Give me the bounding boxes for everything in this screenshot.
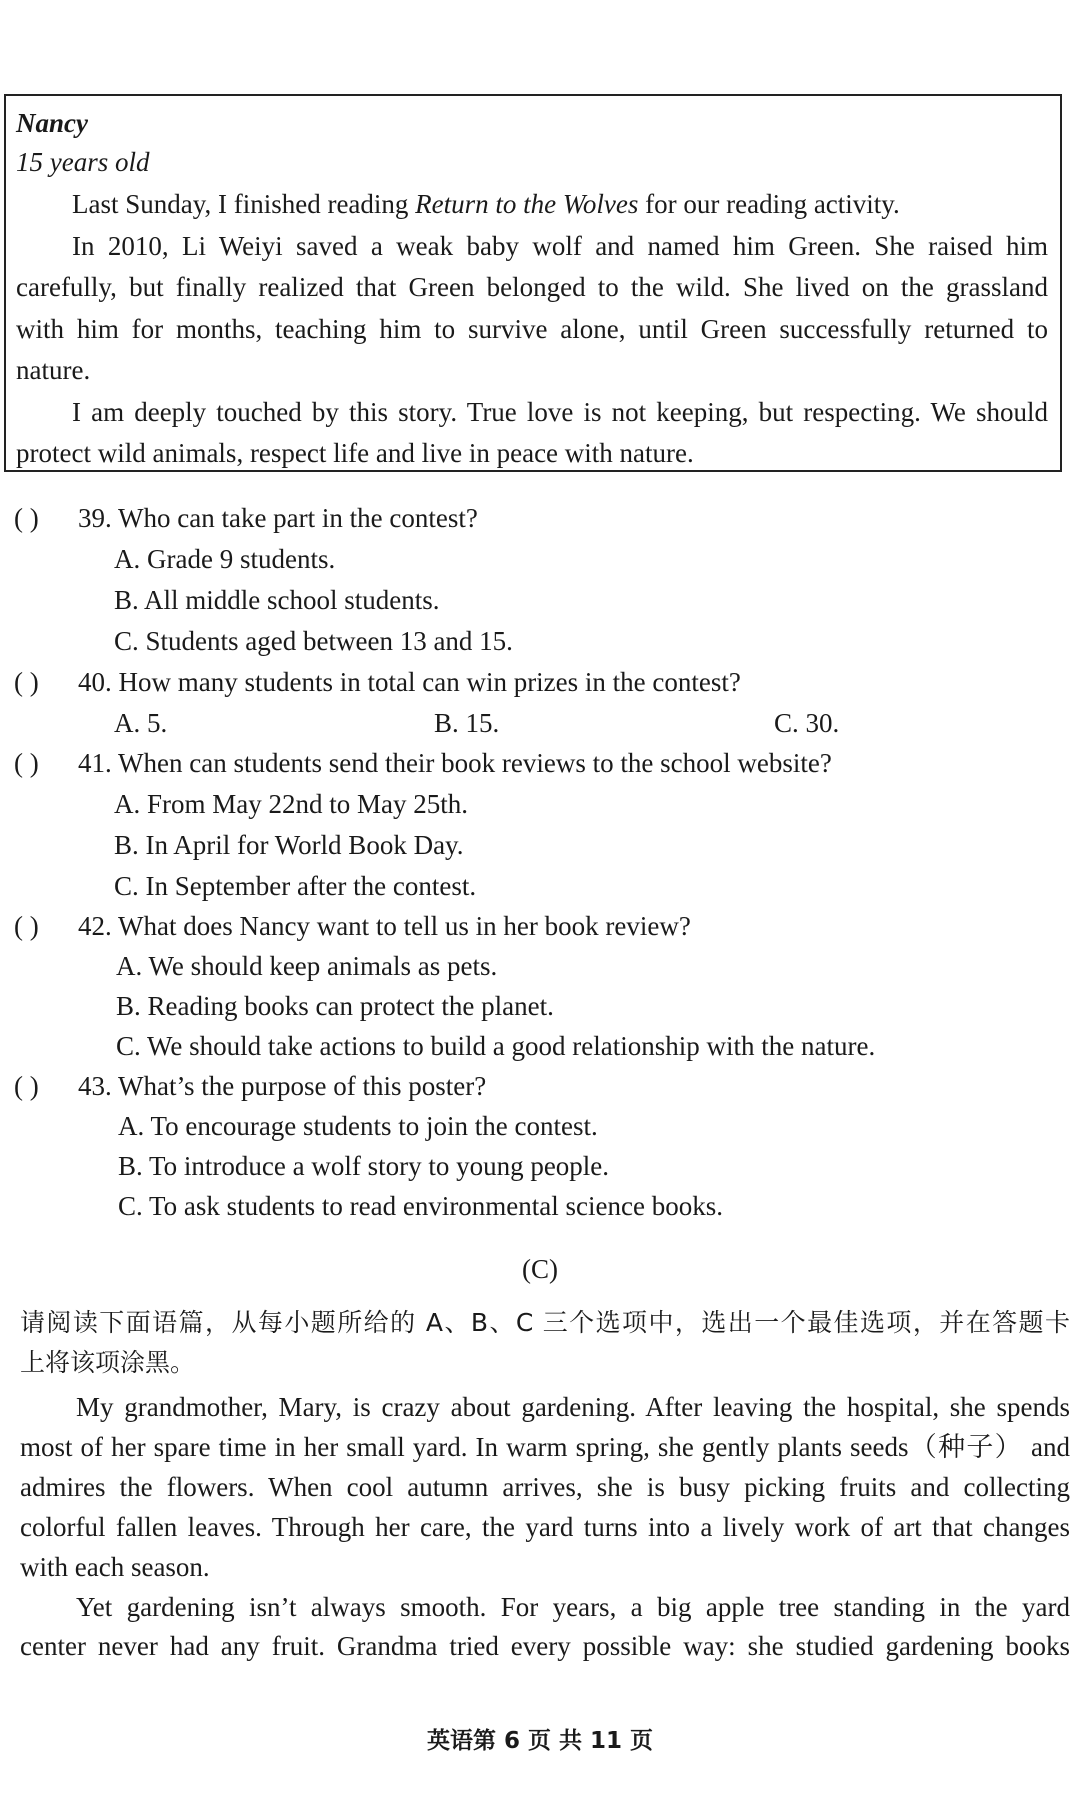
question-42: 42. What does Nancy want to tell us in her book review? [78,911,691,941]
review-p2-line-2: carefully, but finally realized that Green belonged to the wild. She lived on the grassland [16,272,1048,302]
book-title: Return to the Wolves [415,189,639,219]
review-p3-line-1: I am deeply touched by this story. True love is not keeping, but respecting. We should [72,397,1048,427]
option-42-c: C. We should take actions to build a good relationship with the nature. [116,1031,876,1061]
section-c-instruction-line-2: 上将该项涂黑。 [20,1348,196,1377]
option-41-a: A. From May 22nd to May 25th. [114,789,468,819]
page-footer: 英语第 6 页 共 11 页 [426,1728,654,1754]
review-p1-post: for our reading activity. [638,189,900,219]
review-p2-line-4: nature. [16,355,91,385]
option-42-b: B. Reading books can protect the planet. [116,991,554,1021]
option-43-a: A. To encourage students to join the contest. [118,1111,598,1141]
answer-blank-41[interactable]: ( ) [14,748,39,778]
answer-blank-39[interactable]: ( ) [14,503,39,533]
review-p2-line-1: In 2010, Li Weiyi saved a weak baby wolf and named him Green. She raised him [72,231,1048,261]
option-40-b: B. 15. [434,708,500,738]
question-40: 40. How many students in total can win prizes in the contest? [78,667,741,697]
option-41-b: B. In April for World Book Day. [114,830,464,860]
question-43: 43. What’s the purpose of this poster? [78,1071,487,1101]
review-author: Nancy [16,108,88,138]
passage-c-p1-line-2: most of her spare time in her small yard. In warm spring, she gently plants seeds（种子） and [20,1432,1070,1462]
review-p1-pre: Last Sunday, I finished reading [72,189,416,219]
option-40-c: C. 30. [774,708,840,738]
passage-c-p1-line-1: My grandmother, Mary, is crazy about gardening. After leaving the hospital, she spends [76,1392,1070,1422]
option-40-a: A. 5. [114,708,168,738]
section-c-heading: (C) [522,1254,558,1284]
review-p3-line-2: protect wild animals, respect life and live in peace with nature. [16,438,694,468]
passage-c-p1-line-3: admires the flowers. When cool autumn arrives, she is busy picking fruits and collecting [20,1472,1070,1502]
review-age: 15 years old [16,147,150,177]
option-39-b: B. All middle school students. [114,585,440,615]
review-paragraph-1 [72,191,900,218]
option-41-c: C. In September after the contest. [114,871,477,901]
answer-blank-40[interactable]: ( ) [14,667,39,697]
review-p2-line-3: with him for months, teaching him to survive alone, until Green successfully returned to [16,314,1048,344]
question-41: 41. When can students send their book reviews to the school website? [78,748,832,778]
passage-c-p2-line-2: center never had any fruit. Grandma tried every possible way: she studied gardening books [20,1631,1070,1661]
option-42-a: A. We should keep animals as pets. [116,951,498,981]
answer-blank-42[interactable]: ( ) [14,911,39,941]
question-39: 39. Who can take part in the contest? [78,503,478,533]
option-43-c: C. To ask students to read environmental science books. [118,1191,723,1221]
passage-c-p1-line-4: colorful fallen leaves. Through her care, the yard turns into a lively work of art that changes [20,1512,1070,1542]
option-43-b: B. To introduce a wolf story to young people. [118,1151,610,1181]
section-c-instruction-line-1: 请阅读下面语篇，从每小题所给的 A、B、C 三个选项中，选出一个最佳选项，并在答题卡 [20,1308,1070,1337]
answer-blank-43[interactable]: ( ) [14,1071,39,1101]
passage-c-p2-line-1: Yet gardening isn’t always smooth. For years, a big apple tree standing in the yard [76,1592,1070,1622]
option-39-c: C. Students aged between 13 and 15. [114,626,513,656]
passage-c-p1-line-5: with each season. [20,1552,210,1582]
option-39-a: A. Grade 9 students. [114,544,336,574]
